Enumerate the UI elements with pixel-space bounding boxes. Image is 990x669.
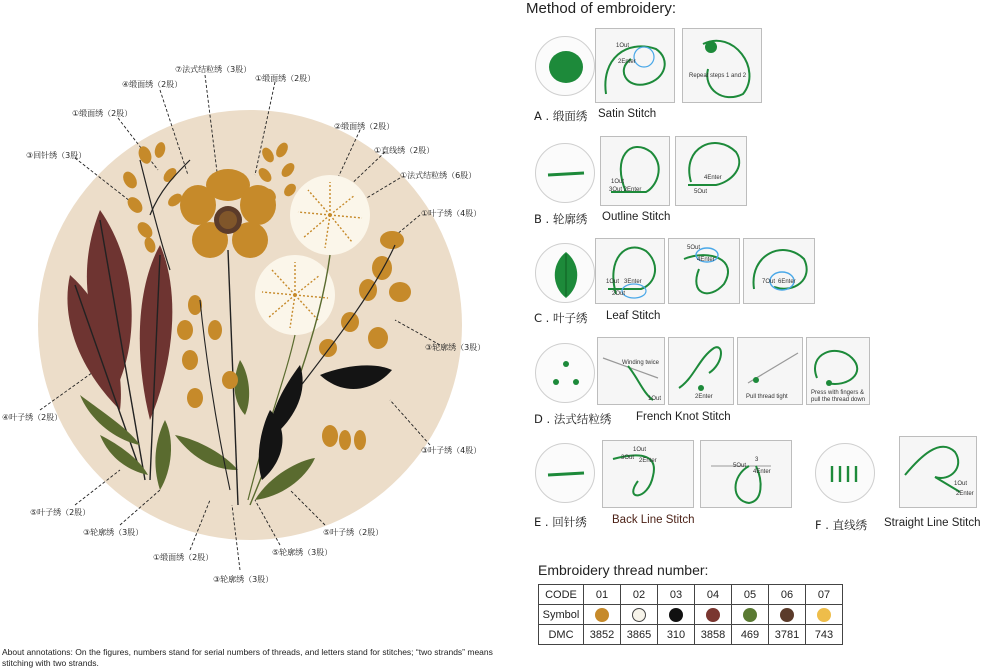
stitch-en-label: Straight Line Stitch xyxy=(884,517,981,529)
stitch-en-label: Satin Stitch xyxy=(598,108,657,120)
stitch-cn-label: F . 直线绣 xyxy=(815,518,868,532)
symbol-cell xyxy=(806,605,843,625)
annotation-label: ⑤轮廓绣（3股） xyxy=(272,548,333,557)
stitch-en-label: Leaf Stitch xyxy=(606,310,661,322)
color-swatch xyxy=(780,608,794,622)
photo-caption: 1Out xyxy=(648,396,662,402)
photo-caption: 2Enter xyxy=(956,491,974,497)
table-row xyxy=(539,605,843,625)
photo-caption: 1Out xyxy=(616,43,630,49)
color-swatch xyxy=(743,608,757,622)
stitch-cn-label: A . 缎面绣 xyxy=(534,109,588,123)
photo-caption: Pull thread tight xyxy=(746,394,788,400)
symbol-cell xyxy=(658,605,695,625)
photo-caption: 4Enter xyxy=(697,257,715,263)
photo-caption: 4Enter xyxy=(753,469,771,475)
color-swatch xyxy=(632,608,646,622)
photo-caption: 2Out xyxy=(612,291,626,297)
photo-caption: Winding twice xyxy=(622,360,660,366)
satin-step-photo xyxy=(595,28,675,103)
code-cell: 06 xyxy=(769,585,806,605)
row-label: Symbol xyxy=(539,605,584,625)
annotation-label: ①直线绣（2股） xyxy=(374,146,435,155)
annotation-label: ⑦法式结粒绣（3股） xyxy=(175,65,252,74)
photo-caption: 5Out xyxy=(694,189,708,195)
annotation-label: ⑤叶子绣（2股） xyxy=(323,528,384,537)
french-knot-step-photo xyxy=(737,337,803,405)
annotation-label: ③轮廓绣（3股） xyxy=(213,575,274,584)
photo-caption: Press with fingers & xyxy=(811,390,865,396)
method-title: Method of embroidery: xyxy=(526,0,677,17)
table-row xyxy=(539,625,843,645)
stitch-en-label: French Knot Stitch xyxy=(636,411,731,423)
row-label: DMC xyxy=(539,625,584,645)
dmc-cell: 3865 xyxy=(621,625,658,645)
leaf-step-photo xyxy=(668,238,740,304)
stitch-cn-label: D . 法式结粒绣 xyxy=(534,412,612,426)
color-swatch xyxy=(669,608,683,622)
annotation-label: ①法式结粒绣（6股） xyxy=(400,171,477,180)
symbol-cell xyxy=(621,605,658,625)
photo-caption: 7Out xyxy=(762,279,776,285)
code-cell: 05 xyxy=(732,585,769,605)
code-cell: 02 xyxy=(621,585,658,605)
satin-stitch-thumbnail xyxy=(535,36,595,96)
symbol-cell xyxy=(584,605,621,625)
annotation-label: ③轮廓绣（3股） xyxy=(83,528,144,537)
code-cell: 01 xyxy=(584,585,621,605)
stitch-cn-label: C . 叶子绣 xyxy=(534,311,588,325)
stitch-en-label: Outline Stitch xyxy=(602,211,671,223)
french-knot-step-photo xyxy=(668,337,734,405)
symbol-cell xyxy=(732,605,769,625)
leaf-step-photo xyxy=(743,238,815,304)
photo-caption: 1Out xyxy=(633,447,647,453)
dmc-cell: 3781 xyxy=(769,625,806,645)
annotation-label: ①缎面绣（2股） xyxy=(255,74,316,83)
photo-caption: 3Enter xyxy=(624,279,642,285)
back-line-step-photo xyxy=(700,440,792,508)
color-swatch xyxy=(817,608,831,622)
photo-caption: 3Out xyxy=(621,455,635,461)
photo-caption: 3 xyxy=(755,457,759,463)
back-line-thumbnail xyxy=(535,443,595,503)
annotation-label: ④叶子绣（2股） xyxy=(2,413,63,422)
thread-table xyxy=(538,584,843,645)
photo-caption: 1Out xyxy=(606,279,620,285)
photo-caption: 4Enter xyxy=(704,175,722,181)
straight-line-thumbnail xyxy=(815,443,875,503)
outline-step-photo xyxy=(600,136,670,206)
french-knot-step-photo xyxy=(597,337,665,405)
back-line-step-photo xyxy=(602,440,694,508)
code-cell: 04 xyxy=(695,585,732,605)
annotation-label: ②缎面绣（2股） xyxy=(334,122,395,131)
annotation-label: ③回针绣（3股） xyxy=(26,151,87,160)
photo-caption: Repeat steps 1 and 2 xyxy=(689,73,747,79)
color-swatch xyxy=(595,608,609,622)
stitch-cn-label: E . 回针绣 xyxy=(534,515,587,529)
photo-caption: 2Enter xyxy=(618,59,636,65)
annotation-label: ①缎面绣（2股） xyxy=(153,553,214,562)
thread-title: Embroidery thread number: xyxy=(538,562,709,578)
french-knot-thumbnail xyxy=(535,343,595,403)
footnote: About annotations: On the figures, numbers stand for serial numbers of threads, and letters stand for stitches; “two strands” means stitching with two strands. xyxy=(2,647,493,668)
outline-stitch-thumbnail xyxy=(535,143,595,203)
dmc-cell: 310 xyxy=(658,625,695,645)
photo-caption: 6Enter xyxy=(778,279,796,285)
annotation-label: ⑤叶子绣（2股） xyxy=(30,508,91,517)
photo-caption: 1Out xyxy=(954,481,968,487)
photo-caption: 2Enter xyxy=(695,394,713,400)
annotation-label: ③轮廓绣（3股） xyxy=(425,343,486,352)
outline-step-photo xyxy=(675,136,747,206)
code-cell: 07 xyxy=(806,585,843,605)
photo-caption: 3Out 2Enter xyxy=(609,187,642,193)
french-knot-step-photo xyxy=(806,337,870,405)
leaf-step-photo xyxy=(595,238,665,304)
dmc-cell: 3852 xyxy=(584,625,621,645)
symbol-cell xyxy=(769,605,806,625)
stitch-en-label: Back Line Stitch xyxy=(612,514,695,526)
photo-caption: 5Out xyxy=(733,463,747,469)
satin-repeat-photo xyxy=(682,28,762,103)
code-cell: 03 xyxy=(658,585,695,605)
stitch-cn-label: B . 轮廓绣 xyxy=(534,212,588,226)
leaf-stitch-thumbnail xyxy=(535,243,595,303)
photo-caption: 1Out xyxy=(611,179,625,185)
dmc-cell: 3858 xyxy=(695,625,732,645)
annotation-label: ③叶子绣（4股） xyxy=(421,446,482,455)
dmc-cell: 743 xyxy=(806,625,843,645)
straight-line-step-photo xyxy=(899,436,977,508)
photo-caption: pull the thread down xyxy=(811,397,866,403)
annotation-label: ①叶子绣（4股） xyxy=(421,209,482,218)
photo-caption: 5Out xyxy=(687,245,701,251)
table-row xyxy=(539,585,843,605)
symbol-cell xyxy=(695,605,732,625)
photo-caption: 2Enter xyxy=(639,458,657,464)
annotation-label: ①缎面绣（2股） xyxy=(72,109,133,118)
row-label: CODE xyxy=(539,585,584,605)
annotation-label: ④缎面绣（2股） xyxy=(122,80,183,89)
dmc-cell: 469 xyxy=(732,625,769,645)
color-swatch xyxy=(706,608,720,622)
